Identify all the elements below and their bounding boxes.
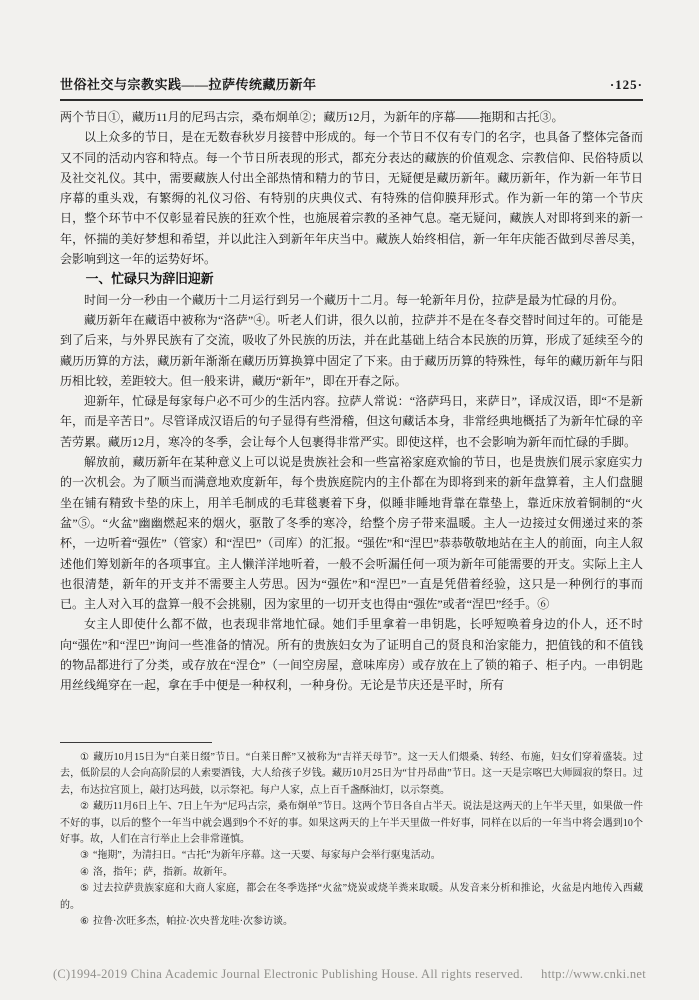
footnote-separator: [60, 742, 212, 743]
copyright-text: (C)1994-2019 China Academic Journal Electronic Publishing House. All rights reserved.: [52, 967, 524, 981]
footnote-text: 拉鲁·次旺多杰，帕拉·次央普龙哇·次参访谈。: [92, 916, 293, 928]
body-paragraph: 解放前，藏历新年在某种意义上可以说是贵族社会和一些富裕家庭欢愉的节日，也是贵族们展示家庭实力的一次机会。为了顺当而满意地欢度新年，每个贵族庭院内的主仆都在为即将到来的新年盘算着，主人们盘腿坐在铺有精致卡垫的床上，用羊毛制成的毛茸毯裹着下身，似睡非睡地背靠在靠垫上，靠近床放着铜制的“火盆”⑤。“火盆”幽幽燃起来的烟火，驱散了冬季的寒冷，给整个房子带来温暖。主人一边接过女佣递过来的茶杯，一边听着“强佐”（管家）和“涅巴”（司库）的汇报。“强佐”和“涅巴”恭恭敬敬地站在主人的前面，向主人叙述他们筹划新年的各项事宜。主人懒洋洋地听着，一般不会听漏任何一项为新年可能需要的开支。实际上主人也很清楚，新年的开支并不需要主人劳思。因为“强佐”和“涅巴”一直是凭借着经验，这只是一种例行的事而已。主人对入耳的盘算一般不会挑剔，因为家里的一切开支也得由“强佐”或者“涅巴”经手。⑥: [60, 455, 643, 612]
page-header: [60, 74, 643, 101]
page-number: ·125·: [609, 77, 643, 92]
footnote-item: [60, 848, 643, 864]
page-footer: [0, 967, 699, 982]
footnote-item: [60, 914, 643, 930]
body-paragraph: 迎新年，忙碌是每家每户必不可少的生活内容。拉萨人常说：“洛萨玛日，来萨日”，译成汉语，即“不是新年，而是辛苦日”。尽管译成汉语后的句子显得有些滑稽，但这句藏话本身，非常经典地概括了为新年忙碌的辛苦劳累。藏历12月，寒冷的冬季，会让每个人包裹得非常严实。即使这样，也不会影响为新年而忙碌的手脚。: [60, 394, 643, 449]
body-paragraph: 时间一分一秒由一个藏历十二月运行到另一个藏历十二月。每一轮新年月份，拉萨是最为忙碌的月份。: [84, 292, 625, 307]
footnote-text: “拖期”，为清扫日。“古托”为新年序幕。这一天要、每家每户会举行驱鬼活动。: [92, 850, 441, 862]
footnote-marker: ③: [80, 850, 89, 862]
footnote-text: 藏历10月15日为“白莱日缀”节日。“白莱日醉”又被称为“吉祥天母节”。这一天人们煨桑、转经、布施，妇女们穿着盛装。过去，低阶层的人会向高阶层的人索要酒钱，大人给孩子岁钱。藏历10月25日为“甘丹昂曲”节日。这一天是宗喀巴大师圆寂的祭日。过去，布达拉宫顶上，敲打达玛鼓，以示祭祀。每户人家，点上百千盏酥油灯，以示祭奠。: [60, 752, 643, 796]
footnote-item: [60, 881, 643, 914]
footnote-item: [60, 799, 643, 848]
footnote-marker: ②: [80, 801, 89, 813]
footnote-marker: ①: [80, 752, 90, 763]
body-paragraph-overview: 以上众多的节日，是在无数春秋岁月接替中形成的。每一个节日不仅有专门的名字，也具备了整体完备而又不同的活动内容和特点。每一个节日所表现的形式，都充分表达的藏族的价值观念、宗教信仰、民俗特质以及社交礼仪。其中，需要藏族人付出全部热情和精力的节日，无疑便是藏历新年。藏历新年，作为新一年节日序幕的重头戏，有繁缛的礼仪习俗、有特别的庆典仪式、有特殊的信仰膜拜形式。作为新一年的第一个节庆日，整个环节中不仅彰显着民族的狂欢个性，也施展着宗教的圣神气息。毫无疑问，藏族人对即将到来的新一年，怀揣的美好梦想和希望，并以此注入到新年年庆当中。藏族人始终相信，新一年年庆能否做到尽善尽美，会影响到这一年的运势好坏。: [60, 130, 643, 267]
footnote-text: 洛，指年；萨，指新。故新年。: [92, 866, 233, 878]
article-body: [60, 107, 643, 696]
footnotes-section: [60, 742, 643, 930]
footnote-text: 过去拉萨贵族家庭和大商人家庭，都会在冬季选择“火盆”烧炭或烧羊粪来取暖。从发音来分析和推论，火盆是内地传入西藏的。: [60, 883, 643, 911]
body-paragraph: 藏历新年在藏语中被称为“洛萨”④。听老人们讲，很久以前，拉萨并不是在冬春交替时间过年的。可能是到了后来，与外界民族有了交流，吸收了外民族的历法，并在此基础上结合本民族的历算，形成了延续至今的藏历历算的方法，藏历新年渐渐在藏历历算换算中固定了下来。由于藏历历算的特殊性，每年的藏历新年与阳历相比较，差距较大。但一般来讲，藏历“新年”，即在开春之际。: [60, 312, 643, 388]
source-url: http://www.cnki.net: [541, 967, 647, 981]
footnote-item: [60, 865, 643, 881]
section-heading: 一、忙碌只为辞旧迎新: [85, 272, 214, 287]
body-paragraph-continuation: 两个节日①，藏历11月的尼玛古宗，桑布炯单②；藏历12月，为新年的序幕——拖期和古托③。: [60, 110, 564, 124]
footnote-marker: ⑤: [80, 883, 90, 895]
running-title: 世俗社交与宗教实践——拉萨传统藏历新年: [60, 77, 317, 92]
footnote-item: [60, 750, 643, 799]
footnote-marker: ⑥: [80, 916, 89, 928]
footnote-marker: ④: [80, 866, 89, 878]
body-paragraph: 女主人即使什么都不做，也表现非常地忙碌。她们手里拿着一串钥匙，长呼短唤着身边的仆人，还不时向“强佐”和“涅巴”询问一些准备的情况。所有的贵族妇女为了证明自己的贤良和治家能力，把值钱的和不值钱的物品都进行了分类，或存放在“涅仓”（一间空房屋，意味库房）或存放在上了锁的箱子、柜子内。一串钥匙用丝线绳穿在一起，拿在手中便是一种权利，一种身份。无论是节庆还是平时，所有: [60, 617, 643, 693]
footnote-text: 藏历11月6日上午、7日上午为“尼玛古宗，桑布炯单”节日。这两个节日各自占半天。说法是这两天的上午半天里，如果做一件不好的事，以后的整个一年当中就会遇到9个不好的事。如果这两天的上午半天里做一件好事，同样在以后的一年当中将会遇到10个好事。故，人们在言行举止上会非常谨慎。: [60, 801, 643, 846]
